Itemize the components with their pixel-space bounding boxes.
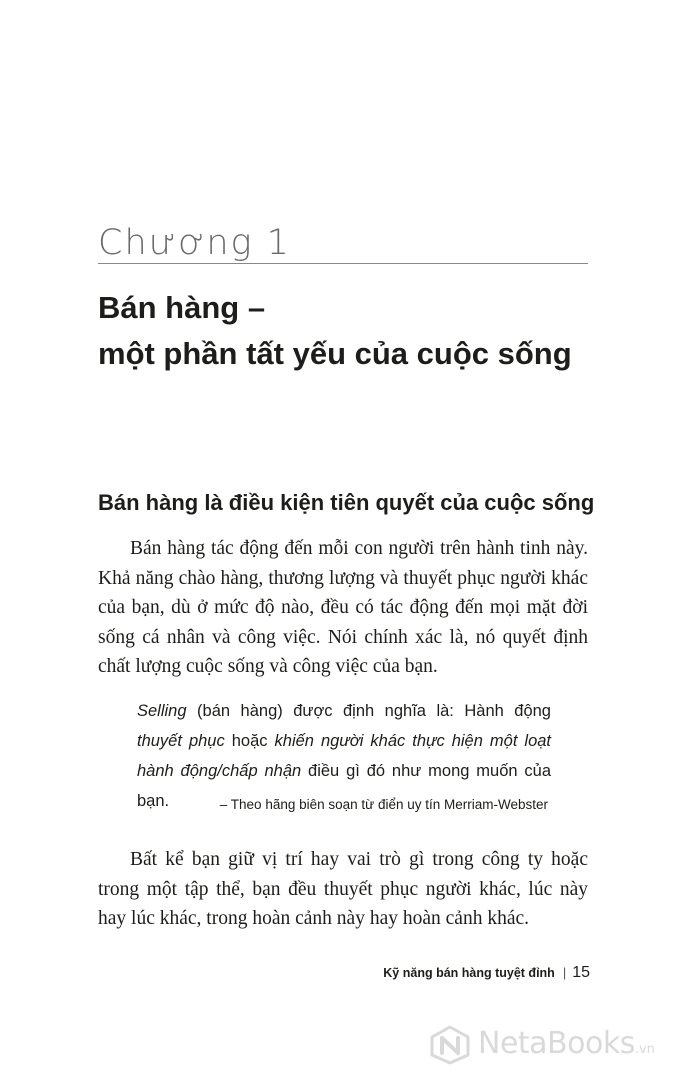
watermark-brand: NetaBooks [478, 1026, 635, 1061]
section-heading: Bán hàng là điều kiện tiên quyết của cuộc sống [98, 490, 595, 515]
footer-separator: | [562, 965, 567, 980]
watermark [428, 1025, 690, 1065]
quote-text-3: điều gì đó như mong muốn của bạn. [137, 762, 551, 810]
chapter-divider [98, 263, 588, 264]
quote-emphasis-2: khiến người khác thực hiện một loạt hành động/chấp nhận [137, 732, 552, 780]
watermark-domain: .vn [634, 1042, 655, 1057]
chapter-title-line-2: một phần tất yếu của cuộc sống [98, 336, 572, 371]
netabooks-logo-icon [428, 1025, 472, 1065]
page-number: 15 [572, 964, 590, 981]
running-footer [383, 963, 590, 983]
quote-text-2: hoặc [224, 732, 275, 750]
quote-term: Selling [137, 702, 187, 720]
quote-attribution: – Theo hãng biên soạn từ điển uy tín Merriam-Webster [219, 797, 548, 812]
book-title: Kỹ năng bán hàng tuyệt đỉnh [383, 966, 555, 980]
chapter-label: Chương 1 [98, 223, 291, 263]
chapter-title-line-1: Bán hàng – [98, 290, 266, 325]
watermark-text [478, 1026, 655, 1068]
body-paragraph-1: Bán hàng tác động đến mỗi con người trên hành tinh này. Khả năng chào hàng, thương lượng và thuyết phục người khác của bạn, dù ở mức độ nào, đều có tác động đến mọi mặt đời sống cá nhân và công việc. Nói chính xác là, nó quyết định chất lượng cuộc sống và công việc của bạn. [98, 538, 588, 677]
chapter-title [98, 285, 618, 377]
quote-emphasis-1: thuyết phục [137, 732, 225, 750]
quote-text-1: (bán hàng) được định nghĩa là: Hành động [186, 702, 551, 720]
body-paragraph-2: Bất kể bạn giữ vị trí hay vai trò gì trong công ty hoặc trong một tập thể, bạn đều thuyết phục người khác, lúc này hay lúc khác, trong hoàn cảnh này hay hoàn cảnh khác. [98, 849, 588, 929]
